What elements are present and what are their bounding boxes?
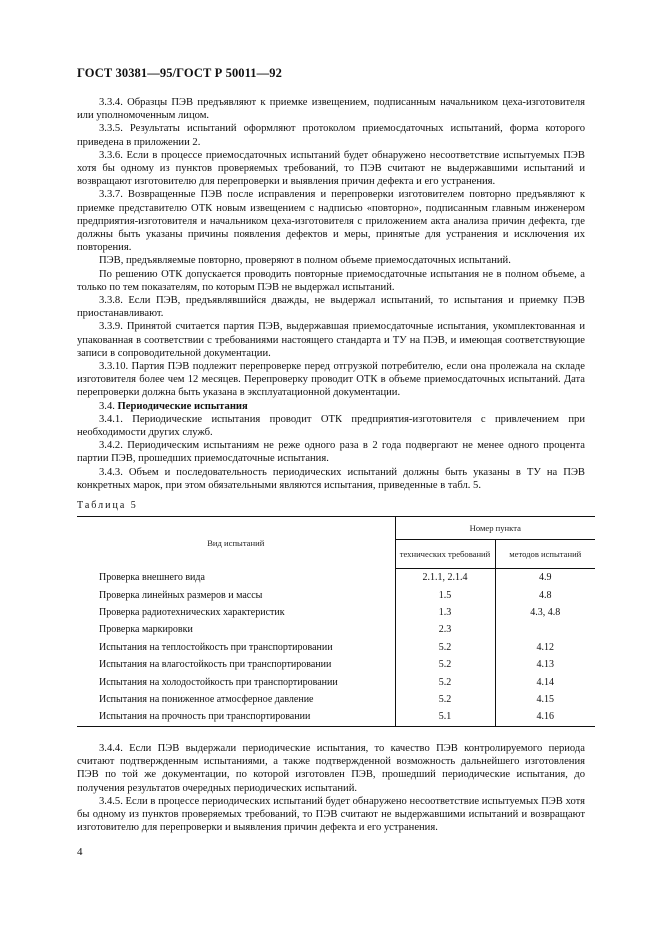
main-text: [77, 96, 585, 492]
header-item-number: Номер пункта: [395, 517, 595, 540]
tech-requirement-cell: 1.3: [395, 604, 495, 621]
tech-requirement-cell: 5.1: [395, 708, 495, 726]
tech-requirement-cell: 1.5: [395, 586, 495, 603]
table-row: [77, 708, 595, 726]
test-method-cell: 4.13: [536, 659, 554, 671]
paragraph: 3.3.6. Если в процессе приемосдаточных испытаний будет обнаружено несоответствие испытуемых ПЭВ хотя бы одному из пунктов проверяемых требований, то ПЭВ считают не выдержавшими испытаний и возвращают изготовителю для перепроверки и выявления причин дефекта и его устранения.: [77, 149, 585, 188]
tech-requirement-cell: 5.2: [395, 691, 495, 708]
table-row: [77, 586, 595, 603]
tech-requirement-cell: 5.2: [395, 656, 495, 673]
test-name-cell: Испытания на влагостойкость при транспортировании: [99, 659, 332, 671]
table-5: [77, 516, 595, 727]
section-heading: [77, 400, 585, 413]
page-number: 4: [77, 846, 83, 858]
tech-requirement-cell: 5.2: [395, 673, 495, 690]
test-method-cell: 4.12: [536, 641, 554, 653]
paragraph: 3.3.10. Партия ПЭВ подлежит перепроверке перед отгрузкой потребителю, если она пролежала на складе изготовителя более чем 12 месяцев. Перепроверку проводит ОТК в объеме приемосдаточных испытаний. Дата перепроверки должна быть указана в эксплуатационной документации.: [77, 361, 585, 399]
test-name-cell: Проверка радиотехнических характеристик: [99, 606, 285, 618]
test-method-cell: [495, 621, 595, 638]
header-test-type: Вид испытаний: [77, 517, 395, 569]
test-name-cell: Проверка внешнего вида: [99, 571, 205, 583]
table-row: [77, 569, 595, 587]
test-name-cell: Проверка маркировки: [99, 624, 193, 636]
test-name-cell: Испытания на теплостойкость при транспортировании: [99, 641, 333, 653]
tech-requirement-cell: 2.3: [395, 621, 495, 638]
table-caption: Таблица 5: [77, 500, 138, 511]
paragraph: ПЭВ, предъявляемые повторно, проверяют в полном объеме приемосдаточных испытаний.: [99, 255, 511, 267]
test-name-cell: Испытания на прочность при транспортировании: [77, 708, 395, 726]
test-method-cell: 4.16: [495, 708, 595, 726]
test-name-cell: Испытания на пониженное атмосферное давление: [99, 693, 314, 705]
paragraph: 3.3.8. Если ПЭВ, предъявлявшийся дважды, не выдержал испытаний, то испытания и приемку ПЭВ приостанавливают.: [77, 295, 585, 320]
table-row: [77, 604, 595, 621]
table-row: [77, 673, 595, 690]
test-name-cell: Проверка линейных размеров и массы: [99, 589, 263, 601]
table-body: [77, 569, 595, 727]
table-row: [77, 656, 595, 673]
page-header: ГОСТ 30381—95/ГОСТ Р 50011—92: [77, 66, 282, 80]
tech-requirement-cell: 5.2: [395, 639, 495, 656]
paragraph: 3.4.2. Периодическим испытаниям не реже одного раза в 2 года подвергают не менее одного процента партии ПЭВ, прошедших приемосдаточные испытания.: [77, 440, 585, 465]
table-row: [77, 621, 595, 638]
paragraph: По решению ОТК допускается проводить повторные приемосдаточные испытания не в полном объеме, а только по тем показателям, по которым ПЭВ не выдержал испытаний.: [77, 268, 585, 293]
test-method-cell: 4.14: [536, 676, 554, 688]
paragraph: 3.3.5. Результаты испытаний оформляют протоколом приемосдаточных испытаний, форма которого приведена в приложении 2.: [77, 123, 585, 148]
test-method-cell: 4.3, 4.8: [530, 606, 561, 618]
header-test-methods: методов испытаний: [495, 540, 595, 569]
test-name-cell: Испытания на холодостойкость при транспортировании: [99, 676, 338, 688]
paragraph: 3.4.5. Если в процессе периодических испытаний будет обнаружено несоответствие испытуемых ПЭВ хотя бы одному из пунктов проверяемых требований, то ПЭВ считают не выдержавшими испытаний и возвращают изготовителю для перепроверки и выявления причин дефекта и его устранения.: [77, 795, 585, 834]
test-method-cell: 4.8: [539, 589, 552, 601]
paragraph: 3.3.9. Принятой считается партия ПЭВ, выдержавшая приемосдаточные испытания, укомплектованная и упакованная в соответствии с требованиями настоящего стандарта и ТУ на ПЭВ, и имеющая соответствующие записи в сопроводительной документации.: [77, 321, 585, 359]
paragraph: 3.4.3. Объем и последовательность периодических испытаний должны быть указаны в ТУ на ПЭВ конкретных марок, при этом обязательными являются испытания, приведенные в табл. 5.: [77, 466, 585, 491]
test-method-cell: 4.15: [536, 693, 554, 705]
table-row: [77, 691, 595, 708]
paragraph: 3.4.1. Периодические испытания проводит ОТК предприятия-изготовителя с привлечением при необходимости других служб.: [77, 413, 585, 439]
section-title: Периодические испытания: [117, 400, 248, 412]
paragraph: 3.3.4. Образцы ПЭВ предъявляют к приемке извещением, подписанным начальником цеха-изготовителя или уполномоченным лицом.: [77, 97, 585, 122]
table-row: [77, 639, 595, 656]
paragraph: 3.4.4. Если ПЭВ выдержали периодические испытания, то качество ПЭВ контролируемого периода считают подтвержденным испытаниями, а также подтвержденной возможность дальнейшего изготовления ПЭВ по той же документации, по которой изготовлен ПЭВ, прошедший периодические испытания, до получения результатов очередных периодических испытаний.: [77, 743, 585, 794]
test-method-cell: 4.9: [539, 572, 552, 584]
paragraph: 3.3.7. Возвращенные ПЭВ после исправления и перепроверки изготовителем повторно предъявляют к приемке представителю ОТК новым извещением с надписью «повторно», подписанным главным инженером предприятия-изготовителя и начальником цеха-изготовителя с приложением акта анализа причин дефекта, где должны быть указаны причины появления дефектов и меры, принятые для устранения и исключения их повторения.: [77, 189, 585, 254]
tech-requirement-cell: 2.1.1, 2.1.4: [395, 569, 495, 587]
header-tech-requirements: технических требований: [395, 540, 495, 569]
main-text-continued: [77, 742, 585, 834]
section-number: 3.4.: [99, 400, 115, 412]
